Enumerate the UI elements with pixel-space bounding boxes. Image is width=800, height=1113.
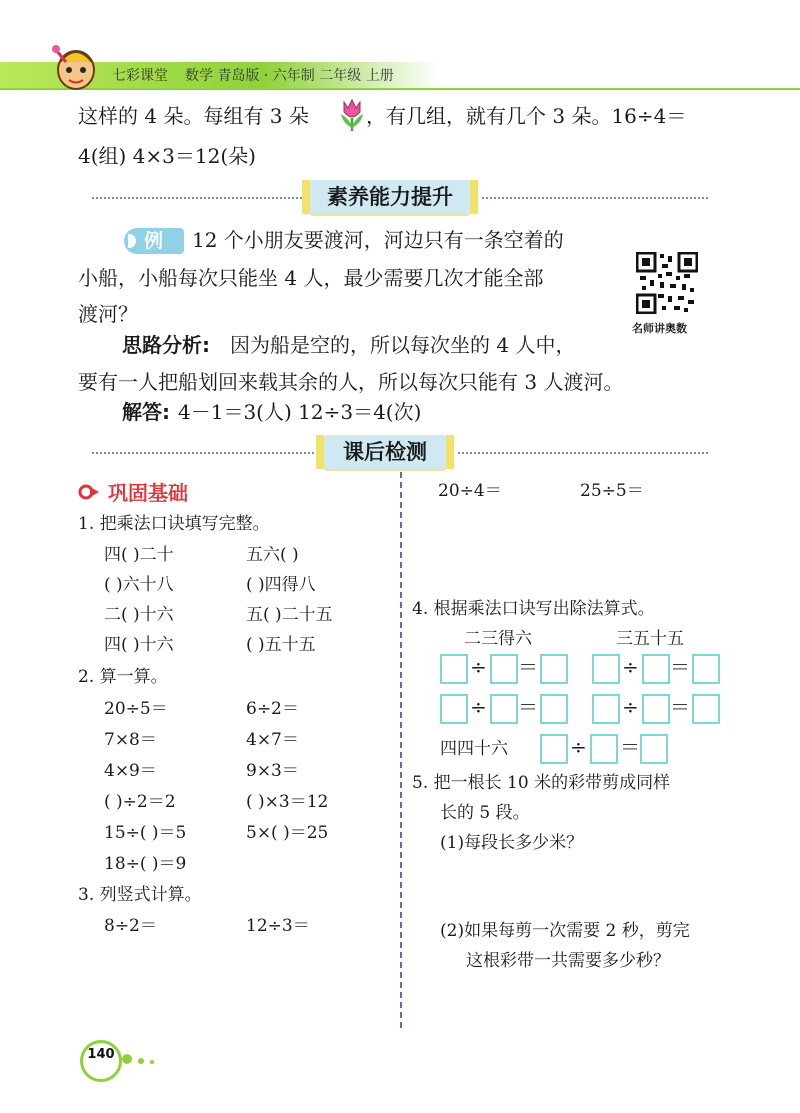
answer-label: 解答: (122, 400, 170, 424)
answer-box[interactable] (592, 694, 620, 724)
footer-dot-large (122, 1054, 132, 1064)
q1-row-4-b: ( )五十五 (246, 635, 316, 655)
q2-row-1-a: 20÷5＝ (104, 699, 168, 719)
header-underline (0, 88, 800, 90)
q4-rhyme-3: 四四十六 (440, 739, 508, 759)
equals-sign: ＝ (670, 655, 690, 679)
q2-row-3-a: 4×9＝ (104, 761, 157, 781)
q2-row-6-a: 18÷( )＝9 (104, 854, 187, 874)
answer-box[interactable] (540, 654, 568, 684)
q5-part-2a: (2)如果每剪一次需要 2 秒，剪完 (440, 921, 690, 941)
answer-box[interactable] (440, 694, 468, 724)
q4-rhyme-2: 三五十五 (616, 629, 684, 649)
answer-box[interactable] (642, 654, 670, 684)
answer-box[interactable] (692, 654, 720, 684)
divider-right-1 (482, 197, 708, 199)
answer-box[interactable] (540, 694, 568, 724)
q5-title-2: 长的 5 段。 (440, 803, 530, 823)
subhead-bullet-icon (78, 484, 100, 500)
q1-row-1-a: 四( )二十 (104, 545, 174, 565)
equals-sign: ＝ (670, 695, 690, 719)
q1-title: 1. 把乘法口诀填写完整。 (78, 514, 270, 534)
column-divider (400, 472, 402, 1028)
section-title-1: 素养能力提升 (310, 180, 470, 214)
q3-row-2-a: 20÷4＝ (438, 481, 502, 501)
footer-dot-small (150, 1060, 154, 1064)
header-subject-info: 数学 青岛版 · 六年制 二年级 上册 (185, 68, 394, 84)
q2-row-4-b: ( )×3＝12 (246, 792, 329, 812)
qr-caption: 名师讲奥数 (632, 322, 687, 335)
header-series: 七彩课堂 (112, 68, 168, 84)
q2-row-1-b: 6÷2＝ (246, 699, 299, 719)
q1-row-1-b: 五六( ) (246, 545, 299, 565)
q4-rhyme-1: 二三得六 (464, 629, 532, 649)
example-line-1: 12 个小朋友要渡河，河边只有一条空着的 (192, 228, 564, 252)
q2-row-5-b: 5×( )＝25 (246, 823, 329, 843)
q2-title: 2. 算一算。 (78, 667, 168, 687)
q3-row-1-b: 12÷3＝ (246, 916, 310, 936)
q3-title: 3. 列竖式计算。 (78, 885, 202, 905)
answer-box[interactable] (642, 694, 670, 724)
page-number: 140 (87, 1047, 115, 1062)
q2-row-2-a: 7×8＝ (104, 730, 157, 750)
divider-left-1 (92, 197, 302, 199)
section-title-2: 课后检测 (324, 435, 446, 469)
equals-sign: ＝ (620, 735, 640, 759)
footer-dot-medium (138, 1058, 144, 1064)
q3-row-2-b: 25÷5＝ (580, 481, 644, 501)
q5-part-2b: 这根彩带一共需要多少秒？ (466, 951, 670, 971)
answer-box[interactable] (692, 694, 720, 724)
answer-box[interactable] (440, 654, 468, 684)
intro-line-1b: ，有几组，就有几个 3 朵。16÷4＝ (366, 104, 687, 128)
intro-line-2: 4(组) 4×3＝12(朵) (78, 144, 256, 168)
q5-title: 5. 把一根长 10 米的彩带剪成同样 (412, 773, 671, 793)
equals-sign: ＝ (518, 655, 538, 679)
q1-row-3-a: 二( )十六 (104, 605, 174, 625)
answer-box[interactable] (490, 694, 518, 724)
intro-line-1a: 这样的 4 朵。每组有 3 朵 (78, 104, 309, 128)
divide-sign: ÷ (470, 655, 487, 679)
divide-sign: ÷ (622, 655, 639, 679)
divide-sign: ÷ (570, 735, 587, 759)
analysis-label: 思路分析: (122, 333, 210, 357)
q2-row-4-a: ( )÷2＝2 (104, 792, 176, 812)
qr-code[interactable] (636, 252, 698, 314)
subhead-title: 巩固基础 (108, 481, 188, 505)
q2-row-3-b: 9×3＝ (246, 761, 299, 781)
q1-row-3-b: 五( )二十五 (246, 605, 333, 625)
analysis-line-1: 因为船是空的，所以每次坐的 4 人中， (230, 333, 576, 357)
q5-part-1: (1)每段长多少米？ (440, 833, 584, 853)
divide-sign: ÷ (470, 695, 487, 719)
q4-title: 4. 根据乘法口诀写出除法算式。 (412, 599, 655, 619)
q2-row-2-b: 4×7＝ (246, 730, 299, 750)
mascot-icon (52, 40, 100, 92)
tulip-icon (338, 98, 366, 132)
q1-row-4-a: 四( )十六 (104, 635, 174, 655)
q1-row-2-b: ( )四得八 (246, 575, 316, 595)
example-dot-icon (128, 234, 136, 248)
answer-box[interactable] (590, 734, 618, 764)
example-tag-label: 例 (144, 230, 164, 252)
answer-box[interactable] (490, 654, 518, 684)
q2-row-5-a: 15÷( )＝5 (104, 823, 187, 843)
answer-box[interactable] (592, 654, 620, 684)
divide-sign: ÷ (622, 695, 639, 719)
divider-right-2 (458, 452, 708, 454)
answer-box[interactable] (540, 734, 568, 764)
example-line-3: 渡河？ (78, 302, 138, 326)
example-line-2: 小船，小船每次只能坐 4 人，最少需要几次才能全部 (78, 266, 544, 290)
answer-text: 4－1＝3(人) 12÷3＝4(次) (178, 400, 422, 424)
analysis-line-2: 要有一人把船划回来载其余的人，所以每次只能有 3 人渡河。 (78, 370, 624, 394)
example-tag (124, 228, 184, 254)
q3-row-1-a: 8÷2＝ (104, 916, 157, 936)
equals-sign: ＝ (518, 695, 538, 719)
divider-left-2 (92, 452, 314, 454)
answer-box[interactable] (640, 734, 668, 764)
q1-row-2-a: ( )六十八 (104, 575, 174, 595)
